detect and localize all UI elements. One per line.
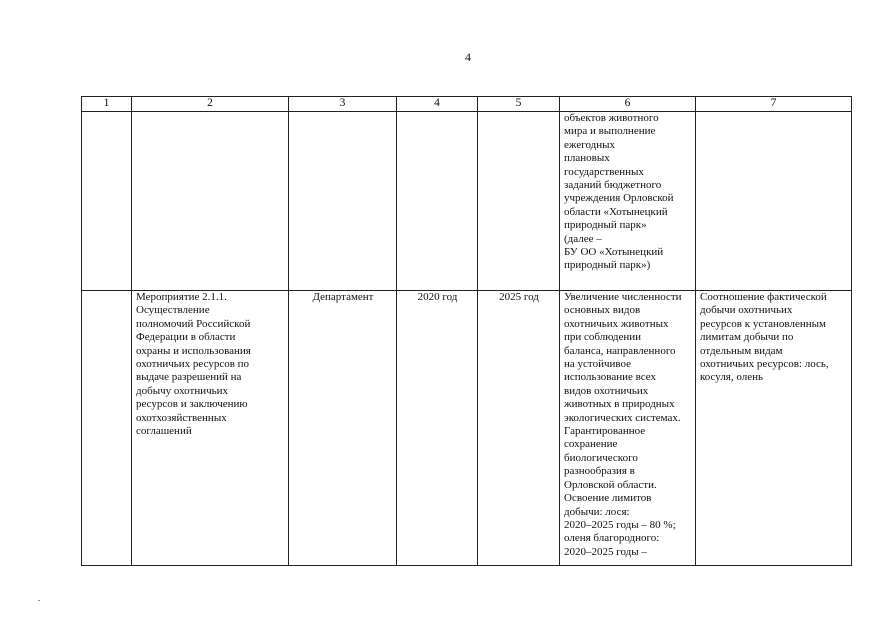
start-year-text: 2020 год <box>417 291 458 303</box>
table-cell <box>560 112 696 291</box>
table-cell <box>132 291 289 566</box>
column-header: 5 <box>478 97 560 112</box>
indicator-text: Соотношение фактической добычи охотничьих ресурсов к установленным лимитам добычи по отдельным видам охотничьих ресурсов: лось, косуля, олень <box>700 291 829 384</box>
end-year-text: 2025 год <box>499 291 539 303</box>
program-measures-table <box>81 96 852 566</box>
page-number: 4 <box>465 50 471 64</box>
table-cell <box>696 112 852 291</box>
table-cell <box>696 291 852 566</box>
table-cell <box>289 291 397 566</box>
table-cell <box>478 112 560 291</box>
table-header-row <box>82 97 852 112</box>
measure-name-text: Мероприятие 2.1.1. Осуществление полномочий Российской Федерации в области охраны и использования охотничьих ресурсов по выдаче разрешений на добычу охотничьих ресурсов и заключению охотхозяйственных соглашений <box>136 291 251 438</box>
column-header: 2 <box>132 97 289 112</box>
scan-mark <box>38 600 40 601</box>
table-cell <box>397 291 478 566</box>
table-row <box>82 291 852 566</box>
column-header: 6 <box>560 97 696 112</box>
table-cell <box>82 291 132 566</box>
expected-results-text: Увеличение численности основных видов охотничьих животных при соблюдении баланса, направленного на устойчивое использование всех видов охотничьих животных в природных экологических системах. Гарантированное сохранение биологического разнообразия в Орловской области. Освоение лимитов добычи: лося: 2020–2025 годы – 80 %; оленя благородного: 2020–2025 годы – <box>564 291 682 558</box>
executor-text: Департамент <box>312 291 374 303</box>
table-cell <box>82 112 132 291</box>
table-row <box>82 112 852 291</box>
table-cell <box>478 291 560 566</box>
expected-results-text: объектов животного мира и выполнение ежегодных плановых государственных заданий бюджетного учреждения Орловской области «Хотынецкий природный парк» (далее – БУ ОО «Хотынецкий природный парк») <box>564 112 674 272</box>
column-header: 7 <box>696 97 852 112</box>
column-header: 4 <box>397 97 478 112</box>
table-cell <box>289 112 397 291</box>
table-cell <box>560 291 696 566</box>
table-cell <box>132 112 289 291</box>
column-header: 1 <box>82 97 132 112</box>
table-cell <box>397 112 478 291</box>
column-header: 3 <box>289 97 397 112</box>
